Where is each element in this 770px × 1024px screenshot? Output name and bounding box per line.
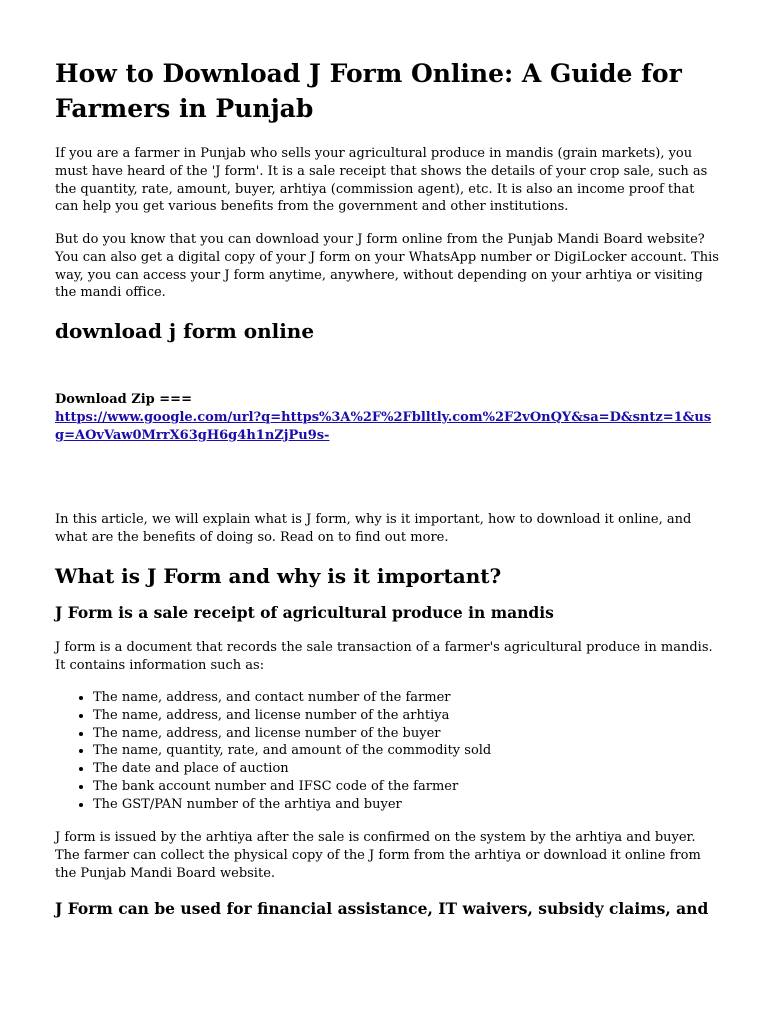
issued-by-paragraph: J form is issued by the arhtiya after the sale is confirmed on the system by the arhtiya and buyer. The farmer can collect the physical copy of the J form from the arhtiya or download it online from the Punjab Mandi Board website.: [55, 830, 701, 881]
receipt-description-paragraph: J form is a document that records the sale transaction of a farmer's agricultural produce in mandis. It contains information such as:: [55, 640, 713, 673]
sale-receipt-subheading: J Form is a sale receipt of agricultural produce in mandis: [55, 603, 554, 622]
download-section-heading: download j form online: [55, 319, 315, 343]
list-item: • The name, address, and license number of the buyer: [93, 725, 720, 743]
article-scope-paragraph: In this article, we will explain what is J form, why is it important, how to download it online, and what are the benefits of doing so. Read on to find out more.: [55, 512, 692, 545]
download-link[interactable]: https://www.google.com/url?q=https%3A%2F%2Fblltly.com%2F2vOnQY&sa=D&sntz=1&usg=AOvVaw0MrrX63gH6g4h1nZjPu9s-: [55, 410, 712, 443]
what-is-j-form-heading: What is J Form and why is it important?: [55, 564, 502, 588]
page-title: How to Download J Form Online: A Guide for Farmers in Punjab: [55, 59, 682, 123]
list-item: • The name, address, and contact number of the farmer: [93, 689, 720, 707]
list-item: • The name, quantity, rate, and amount of the commodity sold: [93, 742, 720, 760]
digital-copy-paragraph: But do you know that you can download your J form online from the Punjab Mandi Board website? You can also get a digital copy of your J form on your WhatsApp number or DigiLocker account. This way, you can access your J form anytime, anywhere, without depending on your arhtiya or visiting the mandi office.: [55, 232, 719, 301]
list-item: • The name, address, and license number of the arhtiya: [93, 707, 720, 725]
j-form-contents-list: [55, 689, 720, 814]
list-item: • The date and place of auction: [93, 760, 720, 778]
financial-assistance-subheading: J Form can be used for financial assistance, IT waivers, subsidy claims, and: [55, 899, 709, 918]
download-zip-label: Download Zip ===: [55, 392, 192, 407]
list-item: • The GST/PAN number of the arhtiya and buyer: [93, 796, 720, 814]
list-item: • The bank account number and IFSC code of the farmer: [93, 778, 720, 796]
intro-paragraph: If you are a farmer in Punjab who sells your agricultural produce in mandis (grain markets), you must have heard of the 'J form'. It is a sale receipt that shows the details of your crop sale, such as the quantity, rate, amount, buyer, arhtiya (commission agent), etc. It is also an income proof that can help you get various benefits from the government and other institutions.: [55, 146, 708, 215]
